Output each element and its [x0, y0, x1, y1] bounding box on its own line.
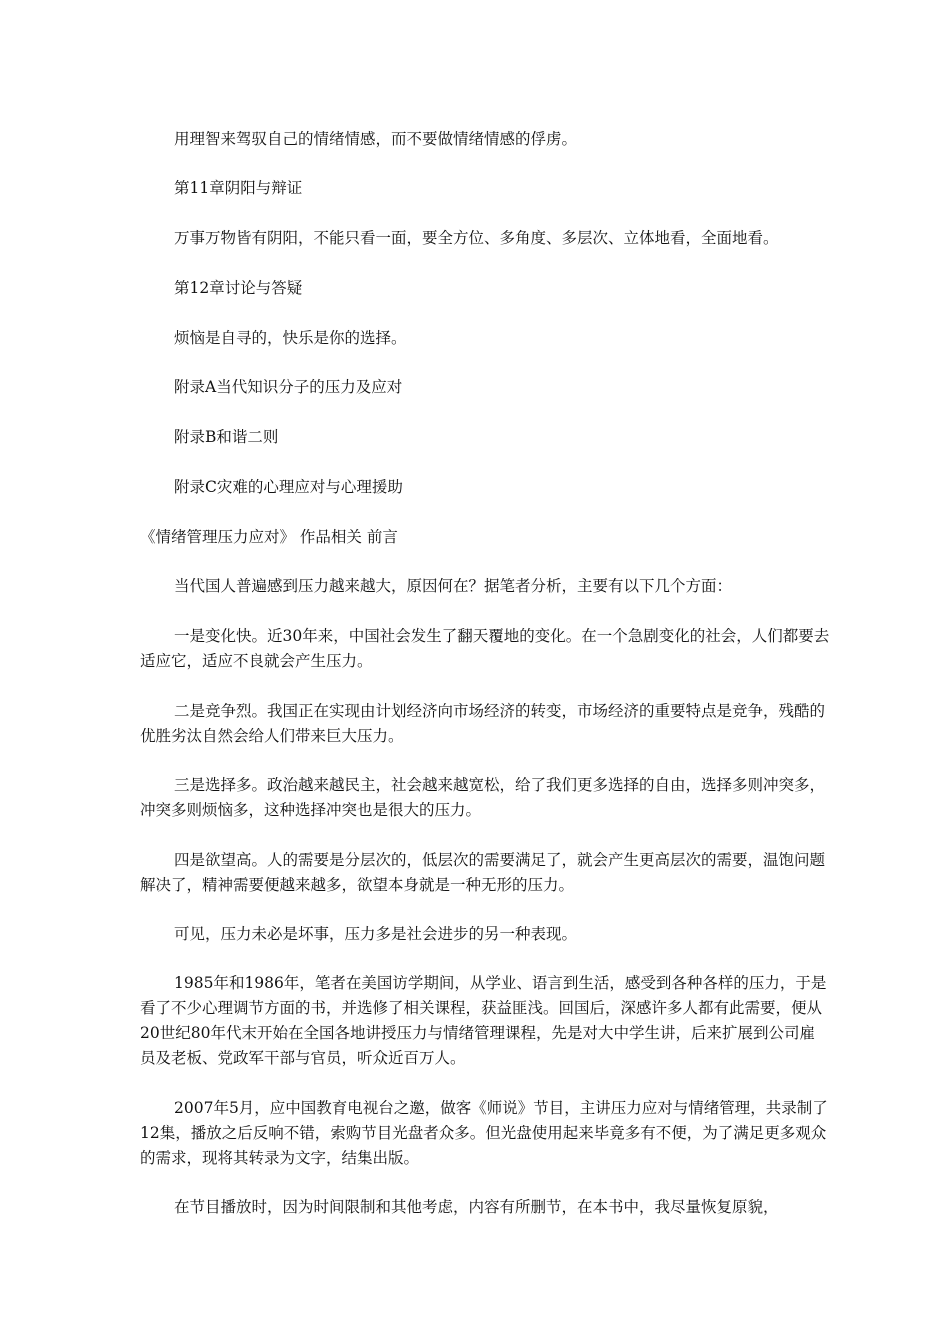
paragraph: 在节目播放时，因为时间限制和其他考虑，内容有所删节，在本书中，我尽量恢复原貌，	[174, 1198, 779, 1216]
paragraph: 一是变化快。近30年来，中国社会发生了翻天覆地的变化。在一个急剧变化的社会，人们都要去适应它，适应不良就会产生压力。	[140, 627, 830, 670]
chapter-heading: 第11章阴阳与辩证	[174, 179, 303, 197]
section-title: 《情绪管理压力应对》 作品相关 前言	[140, 528, 398, 546]
paragraph: 用理智来驾驭自己的情绪情感，而不要做情绪情感的俘虏。	[174, 130, 578, 148]
appendix-heading: 附录A当代知识分子的压力及应对	[174, 378, 403, 396]
paragraph: 2007年5月，应中国教育电视台之邀，做客《师说》节目，主讲压力应对与情绪管理，共录制了12集，播放之后反响不错，索购节目光盘者众多。但光盘使用起来毕竟多有不便，为了满足更多观众的需求，现将其转录为文字，结集出版。	[140, 1099, 828, 1167]
paragraph: 1985年和1986年，笔者在美国访学期间，从学业、语言到生活，感受到各种各样的压力，于是看了不少心理调节方面的书，并选修了相关课程，获益匪浅。回国后，深感许多人都有此需要，便从20世纪80年代末开始在全国各地讲授压力与情绪管理课程，先是对大中学生讲，后来扩展到公司雇员及老板、党政军干部与官员，听众近百万人。	[140, 974, 827, 1067]
paragraph: 二是竞争烈。我国正在实现由计划经济向市场经济的转变，市场经济的重要特点是竞争，残酷的优胜劣汰自然会给人们带来巨大压力。	[140, 702, 826, 745]
appendix-heading: 附录B和谐二则	[174, 428, 279, 446]
chapter-heading: 第12章讨论与答疑	[174, 279, 303, 297]
appendix-heading: 附录C灾难的心理应对与心理援助	[174, 478, 403, 496]
paragraph: 当代国人普遍感到压力越来越大，原因何在？据笔者分析，主要有以下几个方面：	[174, 577, 733, 595]
paragraph: 可见，压力未必是坏事，压力多是社会进步的另一种表现。	[174, 925, 578, 943]
paragraph: 万事万物皆有阴阳，不能只看一面，要全方位、多角度、多层次、立体地看，全面地看。	[174, 229, 779, 247]
paragraph: 三是选择多。政治越来越民主，社会越来越宽松，给了我们更多选择的自由，选择多则冲突多，冲突多则烦恼多，这种选择冲突也是很大的压力。	[140, 776, 826, 819]
paragraph: 四是欲望高。人的需要是分层次的，低层次的需要满足了，就会产生更高层次的需要，温饱问题解决了，精神需要便越来越多，欲望本身就是一种无形的压力。	[140, 851, 826, 894]
paragraph: 烦恼是自寻的，快乐是你的选择。	[174, 329, 407, 347]
